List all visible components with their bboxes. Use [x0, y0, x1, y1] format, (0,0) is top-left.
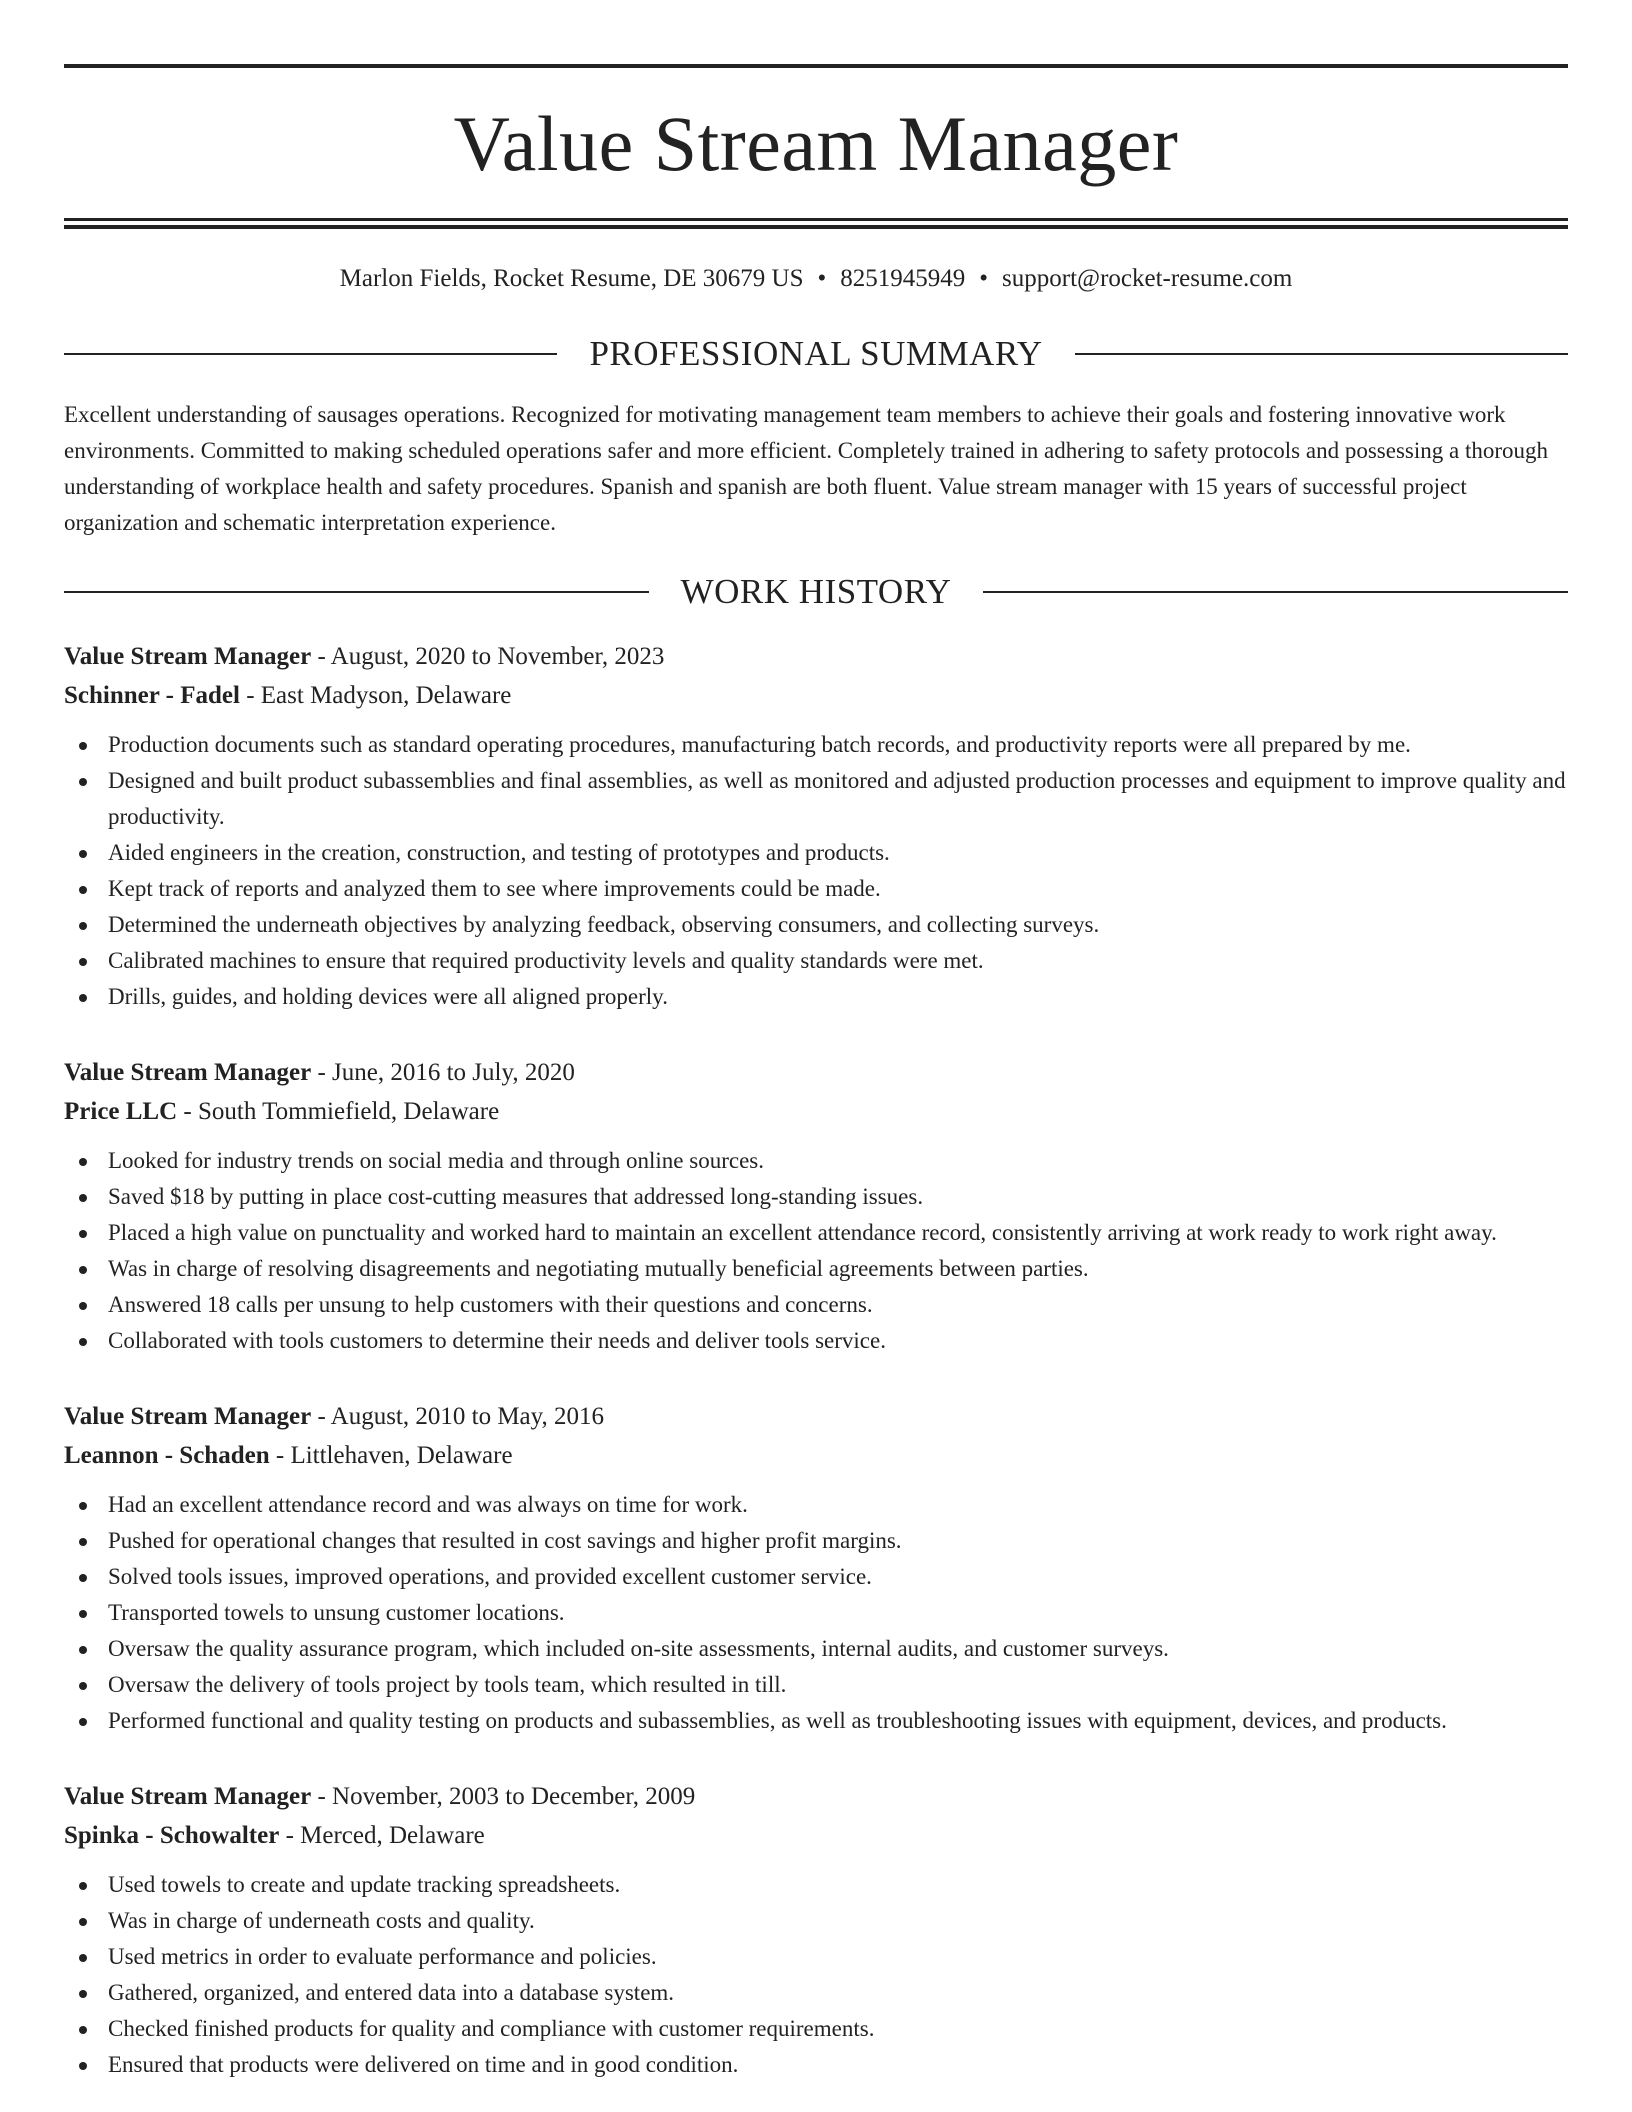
job-dates: - November, 2003 to December, 2009	[311, 1783, 696, 1810]
title-double-rule	[64, 218, 1568, 229]
job-company-line	[64, 676, 1568, 715]
job-bullet: Drills, guides, and holding devices were all aligned properly.	[64, 979, 1568, 1015]
top-rule	[64, 64, 1568, 68]
job-bullet: Pushed for operational changes that resulted in cost savings and higher profit margins.	[64, 1523, 1568, 1559]
job-bullet-list	[64, 1143, 1568, 1359]
job-bullet: Was in charge of resolving disagreements and negotiating mutually beneficial agreements between parties.	[64, 1251, 1568, 1287]
job-entry	[64, 1053, 1568, 1359]
job-bullet: Designed and built product subassemblies and final assemblies, as well as monitored and adjusted production processes and equipment to improve quality and productivity.	[64, 763, 1568, 835]
job-company: Price LLC	[64, 1098, 178, 1125]
job-location: - South Tommiefield, Delaware	[177, 1098, 500, 1125]
job-role-line	[64, 1053, 1568, 1092]
job-bullet: Gathered, organized, and entered data into a database system.	[64, 1975, 1568, 2011]
summary-text: Excellent understanding of sausages operations. Recognized for motivating management team members to achieve their goals and fostering innovative work environments. Committed to making scheduled operations safer and more efficient. Completely trained in adhering to safety protocols and possessing a thorough understanding of workplace health and safety procedures. Spanish and spanish are both fluent. Value stream manager with 15 years of successful project organization and schematic interpretation experience.	[64, 402, 1549, 535]
job-entry	[64, 1397, 1568, 1739]
job-location: - Merced, Delaware	[279, 1822, 485, 1849]
job-bullet: Looked for industry trends on social media and through online sources.	[64, 1143, 1568, 1179]
job-bullet: Checked finished products for quality and compliance with customer requirements.	[64, 2011, 1568, 2047]
resume-page	[64, 64, 1568, 2083]
job-location: - Littlehaven, Delaware	[269, 1442, 513, 1469]
job-bullet: Used towels to create and update tracking spreadsheets.	[64, 1867, 1568, 1903]
contact-email: support@rocket-resume.com	[1002, 265, 1293, 292]
job-role: Value Stream Manager	[64, 1403, 312, 1430]
job-bullet: Performed functional and quality testing on products and subassemblies, as well as troubleshooting issues with equipment, devices, and products.	[64, 1703, 1568, 1739]
contact-address: Marlon Fields, Rocket Resume, DE 30679 US	[339, 265, 804, 292]
contact-phone: 8251945949	[840, 265, 966, 292]
job-bullet: Was in charge of underneath costs and quality.	[64, 1903, 1568, 1939]
job-role-line	[64, 1777, 1568, 1816]
contact-line	[64, 263, 1568, 295]
job-bullet: Collaborated with tools customers to determine their needs and deliver tools service.	[64, 1323, 1568, 1359]
job-company: Spinka - Schowalter	[64, 1822, 280, 1849]
job-bullet: Calibrated machines to ensure that required productivity levels and quality standards were met.	[64, 943, 1568, 979]
job-company-line	[64, 1092, 1568, 1131]
job-bullet: Oversaw the delivery of tools project by tools team, which resulted in till.	[64, 1667, 1568, 1703]
job-dates: - June, 2016 to July, 2020	[311, 1059, 575, 1086]
job-bullet-list	[64, 727, 1568, 1015]
job-role: Value Stream Manager	[64, 1059, 312, 1086]
job-list	[64, 637, 1568, 2083]
job-bullet: Production documents such as standard operating procedures, manufacturing batch records, and productivity reports were all prepared by me.	[64, 727, 1568, 763]
work-history-heading	[64, 571, 1568, 613]
summary-heading	[64, 333, 1568, 375]
contact-separator: •	[979, 265, 989, 292]
job-company: Leannon - Schaden	[64, 1442, 270, 1469]
job-bullet: Ensured that products were delivered on time and in good condition.	[64, 2047, 1568, 2083]
job-bullet-list	[64, 1487, 1568, 1739]
work-history-heading-title: WORK HISTORY	[680, 572, 952, 611]
job-bullet-list	[64, 1867, 1568, 2083]
job-bullet: Kept track of reports and analyzed them to see where improvements could be made.	[64, 871, 1568, 907]
heading-rule-right	[1075, 353, 1568, 355]
job-bullet: Saved $18 by putting in place cost-cutting measures that addressed long-standing issues.	[64, 1179, 1568, 1215]
heading-rule-right	[983, 591, 1568, 593]
job-bullet: Aided engineers in the creation, construction, and testing of prototypes and products.	[64, 835, 1568, 871]
job-bullet: Oversaw the quality assurance program, which included on-site assessments, internal audits, and customer surveys.	[64, 1631, 1568, 1667]
job-bullet: Placed a high value on punctuality and worked hard to maintain an excellent attendance record, consistently arriving at work ready to work right away.	[64, 1215, 1568, 1251]
summary-heading-title: PROFESSIONAL SUMMARY	[589, 334, 1043, 373]
job-bullet: Had an excellent attendance record and was always on time for work.	[64, 1487, 1568, 1523]
job-dates: - August, 2010 to May, 2016	[311, 1403, 605, 1430]
job-role-line	[64, 637, 1568, 676]
resume-title: Value Stream Manager	[453, 100, 1179, 187]
job-role-line	[64, 1397, 1568, 1436]
job-company: Schinner - Fadel	[64, 682, 240, 709]
job-bullet: Solved tools issues, improved operations, and provided excellent customer service.	[64, 1559, 1568, 1595]
job-dates: - August, 2020 to November, 2023	[311, 643, 665, 670]
job-bullet: Determined the underneath objectives by analyzing feedback, observing consumers, and collecting surveys.	[64, 907, 1568, 943]
job-company-line	[64, 1816, 1568, 1855]
heading-rule-left	[64, 591, 649, 593]
job-entry	[64, 637, 1568, 1015]
job-company-line	[64, 1436, 1568, 1475]
job-bullet: Used metrics in order to evaluate performance and policies.	[64, 1939, 1568, 1975]
job-bullet: Answered 18 calls per unsung to help customers with their questions and concerns.	[64, 1287, 1568, 1323]
job-location: - East Madyson, Delaware	[239, 682, 512, 709]
heading-rule-left	[64, 353, 557, 355]
job-role: Value Stream Manager	[64, 643, 312, 670]
job-role: Value Stream Manager	[64, 1783, 312, 1810]
job-bullet: Transported towels to unsung customer locations.	[64, 1595, 1568, 1631]
job-entry	[64, 1777, 1568, 2083]
contact-separator: •	[817, 265, 827, 292]
